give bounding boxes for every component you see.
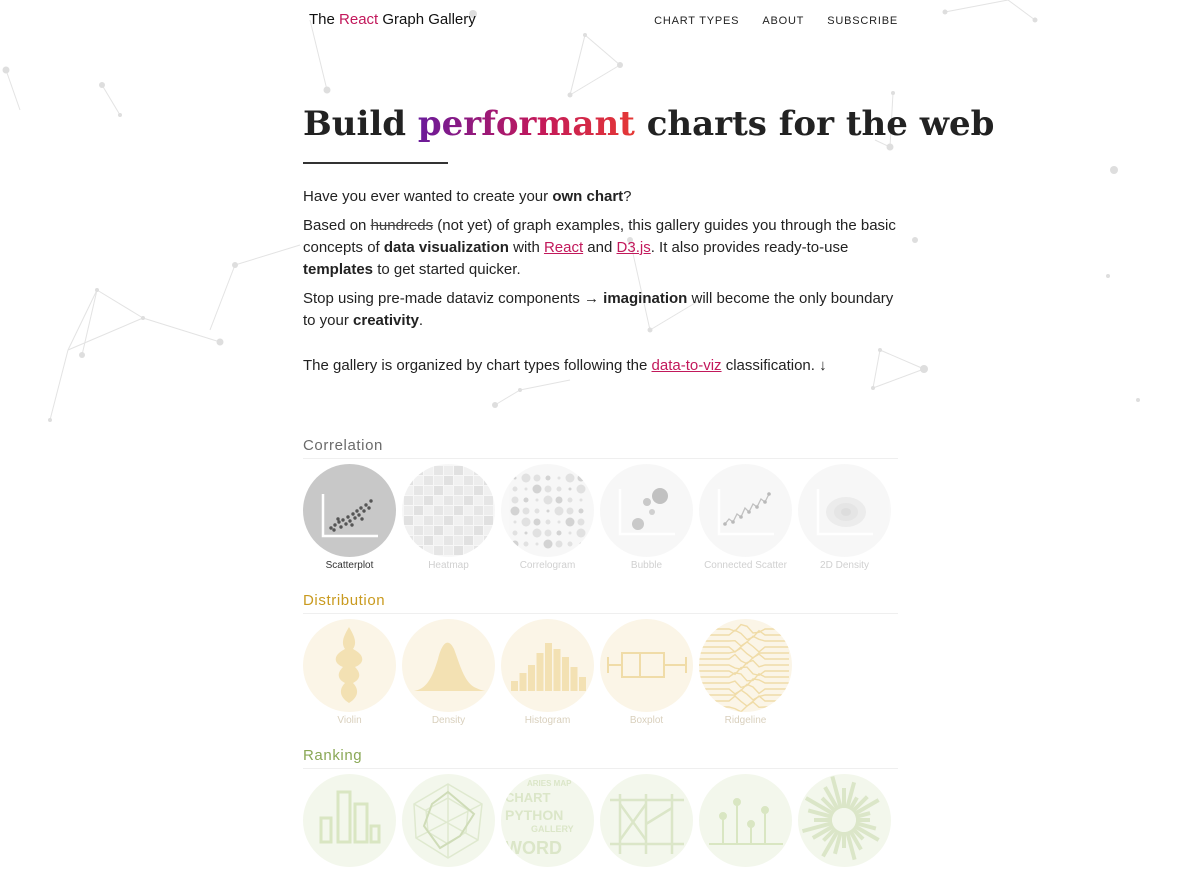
heatmap-cell [464, 466, 473, 475]
heatmap-cell [434, 476, 443, 485]
correlogram-dot [514, 477, 517, 480]
heatmap-cell [484, 466, 493, 475]
heatmap-cell [404, 506, 413, 515]
hero-divider [303, 162, 448, 164]
chart-card-density[interactable] [402, 619, 495, 726]
correlogram-dot [523, 508, 530, 515]
correlogram-dot [535, 509, 540, 514]
heatmap-cell [444, 536, 453, 545]
correlogram-dot [579, 509, 584, 514]
heatmap-cell [454, 516, 463, 525]
connected-scatter-thumbnail [699, 464, 792, 557]
heatmap-cell [414, 486, 423, 495]
correlogram-dot [536, 543, 539, 546]
heatmap-cell [444, 476, 453, 485]
correlogram-dot [513, 487, 518, 492]
correlogram-dot [557, 487, 562, 492]
chart-card-spider[interactable] [402, 774, 495, 867]
correlogram-dot [534, 475, 541, 482]
heatmap-cell [444, 546, 453, 555]
text: classification. ↓ [721, 357, 827, 374]
lollipop-thumbnail [699, 774, 792, 867]
heatmap-cell [414, 526, 423, 535]
chart-label: Heatmap [428, 560, 469, 571]
heatmap-cell [424, 516, 433, 525]
heatmap-cell [444, 486, 453, 495]
heatmap-cell [404, 496, 413, 505]
heatmap-cell [414, 536, 423, 545]
heatmap-cell [444, 516, 453, 525]
text: to get started quicker. [373, 261, 521, 278]
intro-paragraph-2 [303, 215, 903, 281]
hero-title-end: charts for the web [646, 104, 995, 144]
logo-accent: React [339, 11, 379, 28]
chart-card-2d-density[interactable] [798, 464, 891, 571]
svg-text:GALLERY: GALLERY [531, 824, 574, 834]
heatmap-cell [454, 506, 463, 515]
ridgeline-thumbnail [699, 619, 792, 712]
ridgeline-wave [699, 654, 789, 664]
heatmap-cell [484, 526, 493, 535]
histogram-bar [528, 665, 535, 691]
heatmap-cell [414, 546, 423, 555]
intro-paragraph-1 [303, 186, 903, 208]
chart-card-wordcloud[interactable] [501, 774, 594, 867]
heatmap-cell [474, 526, 483, 535]
intro-text [303, 186, 903, 384]
heatmap-cell [444, 506, 453, 515]
ridgeline-wave [699, 630, 789, 639]
histogram-bar [545, 643, 552, 691]
heatmap-cell [444, 526, 453, 535]
ridgeline-wave [699, 696, 789, 706]
correlogram-dot [512, 541, 519, 548]
chart-card-lollipop[interactable] [699, 774, 792, 867]
chart-card-bubble[interactable] [600, 464, 693, 571]
correlogram-dot [522, 474, 531, 483]
barplot-thumbnail [303, 774, 396, 867]
correlogram-dot [525, 488, 528, 491]
section-divider [303, 458, 898, 459]
heatmap-cell [484, 506, 493, 515]
heatmap-cell [424, 476, 433, 485]
correlogram-dot [524, 498, 529, 503]
nav-chart-types[interactable]: CHART TYPES [654, 15, 740, 27]
heatmap-cell [434, 536, 443, 545]
heatmap-cell [474, 506, 483, 515]
chart-label: Density [431, 715, 466, 726]
heatmap-cell [474, 536, 483, 545]
chart-card-circular-barplot[interactable] [798, 774, 891, 867]
heatmap-cell [414, 466, 423, 475]
boxplot-thumbnail [600, 619, 693, 712]
heatmap-cell [404, 536, 413, 545]
section-title-distribution: Distribution [303, 592, 386, 609]
text: Stop using pre-made dataviz components → [303, 290, 604, 307]
text: The gallery is organized by chart types following the [303, 357, 652, 374]
heatmap-cell [424, 486, 433, 495]
chart-card-correlogram[interactable] [501, 464, 594, 571]
text: (not yet) of graph examples, this gallery guides you through the basic concepts of [303, 217, 896, 256]
heatmap-cell [404, 526, 413, 535]
hero-title [303, 104, 994, 144]
ridgeline-wave [699, 625, 789, 633]
section-divider [303, 768, 898, 769]
text-bold: imagination [603, 290, 688, 307]
correlogram-dot [514, 521, 517, 524]
chart-card-histogram[interactable] [501, 619, 594, 726]
histogram-bar [554, 649, 561, 691]
chart-card-scatterplot[interactable] [303, 464, 396, 571]
2d-density-thumbnail [798, 464, 891, 557]
ridgeline-wave [699, 690, 789, 700]
heatmap-cell [464, 496, 473, 505]
heatmap-cell [404, 486, 413, 495]
svg-text:WORD: WORD [505, 838, 562, 858]
heatmap-cell [404, 466, 413, 475]
heatmap-cell [474, 486, 483, 495]
correlation-row [303, 464, 903, 584]
chart-label: Violin [337, 715, 362, 726]
chart-label: Scatterplot [325, 560, 374, 571]
correlogram-dot [578, 475, 585, 482]
correlogram-dot [533, 529, 542, 538]
correlogram-dot [566, 474, 575, 483]
ridgeline-wave [699, 673, 789, 681]
text-bold: templates [303, 261, 374, 278]
hero-title-accent: performant [417, 104, 635, 144]
correlogram-dot [556, 497, 563, 504]
correlogram-dot [525, 532, 528, 535]
correlogram-dot [555, 507, 564, 516]
heatmap-cell [464, 546, 473, 555]
heatmap-cell [434, 486, 443, 495]
correlogram-dot [569, 488, 572, 491]
correlogram-dot [556, 541, 563, 548]
chart-label: Boxplot [629, 715, 664, 726]
chart-card-ridgeline[interactable] [699, 619, 792, 726]
correlogram-dot [578, 519, 585, 526]
text-bold: creativity [353, 312, 419, 329]
correlogram-dot [546, 520, 551, 525]
react-link[interactable]: React [543, 239, 584, 256]
correlogram-dot [569, 532, 572, 535]
heatmap-cell [484, 516, 493, 525]
parallel-thumbnail [600, 774, 693, 867]
heatmap-cell [424, 526, 433, 535]
histogram-bar [571, 667, 578, 691]
heatmap-thumbnail [402, 464, 495, 557]
heatmap-cell [464, 476, 473, 485]
correlogram-dot [545, 486, 552, 493]
heatmap-cell [434, 466, 443, 475]
chart-label: Bubble [630, 560, 663, 571]
nav-about[interactable]: ABOUT [762, 15, 805, 27]
intro-paragraph-3 [303, 288, 903, 332]
section-divider [303, 613, 898, 614]
site-header [303, 0, 898, 40]
text: with [508, 239, 544, 256]
correlogram-dot [544, 496, 553, 505]
correlogram-dot [567, 508, 574, 515]
heatmap-cell [414, 496, 423, 505]
ridgeline-wave [699, 679, 789, 688]
histogram-thumbnail [501, 619, 594, 712]
nav-subscribe[interactable]: SUBSCRIBE [827, 15, 898, 27]
correlogram-dot [534, 519, 541, 526]
heatmap-cell [484, 476, 493, 485]
correlogram-dot [524, 542, 529, 547]
heatmap-cell [434, 506, 443, 515]
data-to-viz-link[interactable]: data-to-viz [651, 357, 722, 374]
section-title-ranking: Ranking [303, 747, 363, 764]
circular-barplot-thumbnail [798, 774, 891, 867]
correlogram-dot [547, 510, 550, 513]
heatmap-cell [454, 476, 463, 485]
chart-label: 2D Density [820, 560, 869, 571]
text: . It also provides ready-to-use [650, 239, 849, 256]
text: and [583, 239, 617, 256]
heatmap-cell [484, 486, 493, 495]
heatmap-cell [474, 476, 483, 485]
heatmap-cell [434, 496, 443, 505]
text: will become the only boundary to your [303, 290, 894, 329]
logo-prefix: The [309, 11, 335, 28]
chart-card-heatmap[interactable] [402, 464, 495, 571]
correlogram-dot [544, 540, 553, 549]
chart-label: Connected Scatter [704, 560, 787, 571]
correlogram-dot [536, 499, 539, 502]
heatmap-cell [414, 516, 423, 525]
correlogram-dot [580, 499, 583, 502]
heatmap-cell [444, 466, 453, 475]
chart-card-parallel[interactable] [600, 774, 693, 867]
text: Based on [303, 217, 371, 234]
site-logo[interactable] [309, 11, 476, 28]
hero-title-start: Build [303, 104, 407, 144]
density-thumbnail [402, 619, 495, 712]
text: Have you ever wanted to create your [303, 188, 553, 205]
ranking-row [303, 774, 903, 894]
heatmap-cell [454, 526, 463, 535]
correlogram-dot [577, 529, 586, 538]
ridgeline-wave [699, 667, 789, 675]
chart-label: Correlogram [519, 560, 576, 571]
scatterplot-thumbnail [303, 464, 396, 557]
correlogram-dot [566, 518, 575, 527]
heatmap-cell [474, 496, 483, 505]
correlogram-dot [557, 531, 562, 536]
correlogram-dot [568, 542, 573, 547]
heatmap-cell [424, 546, 433, 555]
heatmap-cell [484, 536, 493, 545]
d3-link[interactable]: D3.js [616, 239, 651, 256]
heatmap-cell [464, 526, 473, 535]
section-title-correlation: Correlation [303, 437, 383, 454]
heatmap-cell [414, 476, 423, 485]
heatmap-cell [484, 546, 493, 555]
heatmap-cell [434, 516, 443, 525]
heatmap-cell [474, 516, 483, 525]
heatmap-cell [424, 496, 433, 505]
chart-card-connected-scatter[interactable] [699, 464, 792, 571]
heatmap-cell [454, 536, 463, 545]
heatmap-cell [474, 546, 483, 555]
correlogram-dot [577, 485, 586, 494]
chart-label: Histogram [524, 715, 571, 726]
heatmap-cell [404, 476, 413, 485]
heatmap-cell [484, 496, 493, 505]
heatmap-cell [424, 536, 433, 545]
correlogram-dot [546, 476, 551, 481]
histogram-bar [511, 681, 518, 691]
text: . [418, 312, 424, 329]
heatmap-cell [454, 486, 463, 495]
correlogram-dot [511, 507, 520, 516]
heatmap-cell [404, 516, 413, 525]
spider-thumbnail [402, 774, 495, 867]
heatmap-cell [404, 546, 413, 555]
text-bold: data visualization [383, 239, 509, 256]
heatmap-cell [424, 506, 433, 515]
heatmap-cell [454, 466, 463, 475]
wordcloud-thumbnail [501, 774, 594, 867]
heatmap-cell [434, 526, 443, 535]
heatmap-cell [454, 496, 463, 505]
correlogram-dot [513, 531, 518, 536]
svg-text:CHART: CHART [505, 790, 551, 805]
text: ? [623, 188, 632, 205]
chart-card-boxplot[interactable] [600, 619, 693, 726]
violin-thumbnail [303, 619, 396, 712]
text-bold: own chart [552, 188, 624, 205]
correlogram-dot [533, 485, 542, 494]
histogram-bar [579, 677, 586, 691]
intro-paragraph-4 [303, 355, 903, 377]
correlogram-dot [522, 518, 531, 527]
histogram-bar [562, 657, 569, 691]
heatmap-cell [464, 506, 473, 515]
heatmap-cell [464, 486, 473, 495]
top-nav [654, 15, 898, 27]
heatmap-cell [464, 516, 473, 525]
correlogram-dot [512, 497, 519, 504]
chart-card-violin[interactable] [303, 619, 396, 726]
heatmap-cell [454, 546, 463, 555]
svg-text:PYTHON: PYTHON [505, 807, 564, 823]
histogram-bar [520, 673, 527, 691]
heatmap-cell [464, 536, 473, 545]
heatmap-cell [434, 546, 443, 555]
correlogram-dot [580, 543, 583, 546]
logo-suffix: Graph Gallery [382, 11, 476, 28]
distribution-row [303, 619, 903, 739]
heatmap-cell [414, 506, 423, 515]
correlogram-dot [558, 477, 561, 480]
histogram-bar [537, 653, 544, 691]
bubble-thumbnail [600, 464, 693, 557]
ridgeline-wave [699, 648, 789, 658]
correlogram-dot [568, 498, 573, 503]
text-strikethrough: hundreds [370, 217, 434, 234]
correlogram-dot [545, 530, 552, 537]
svg-text:ARIES MAP: ARIES MAP [527, 779, 572, 788]
heatmap-cell [474, 466, 483, 475]
correlogram-thumbnail [501, 464, 594, 557]
heatmap-cell [444, 496, 453, 505]
correlogram-dot [558, 521, 561, 524]
chart-label: Ridgeline [724, 715, 767, 726]
chart-card-barplot[interactable] [303, 774, 396, 867]
heatmap-cell [424, 466, 433, 475]
